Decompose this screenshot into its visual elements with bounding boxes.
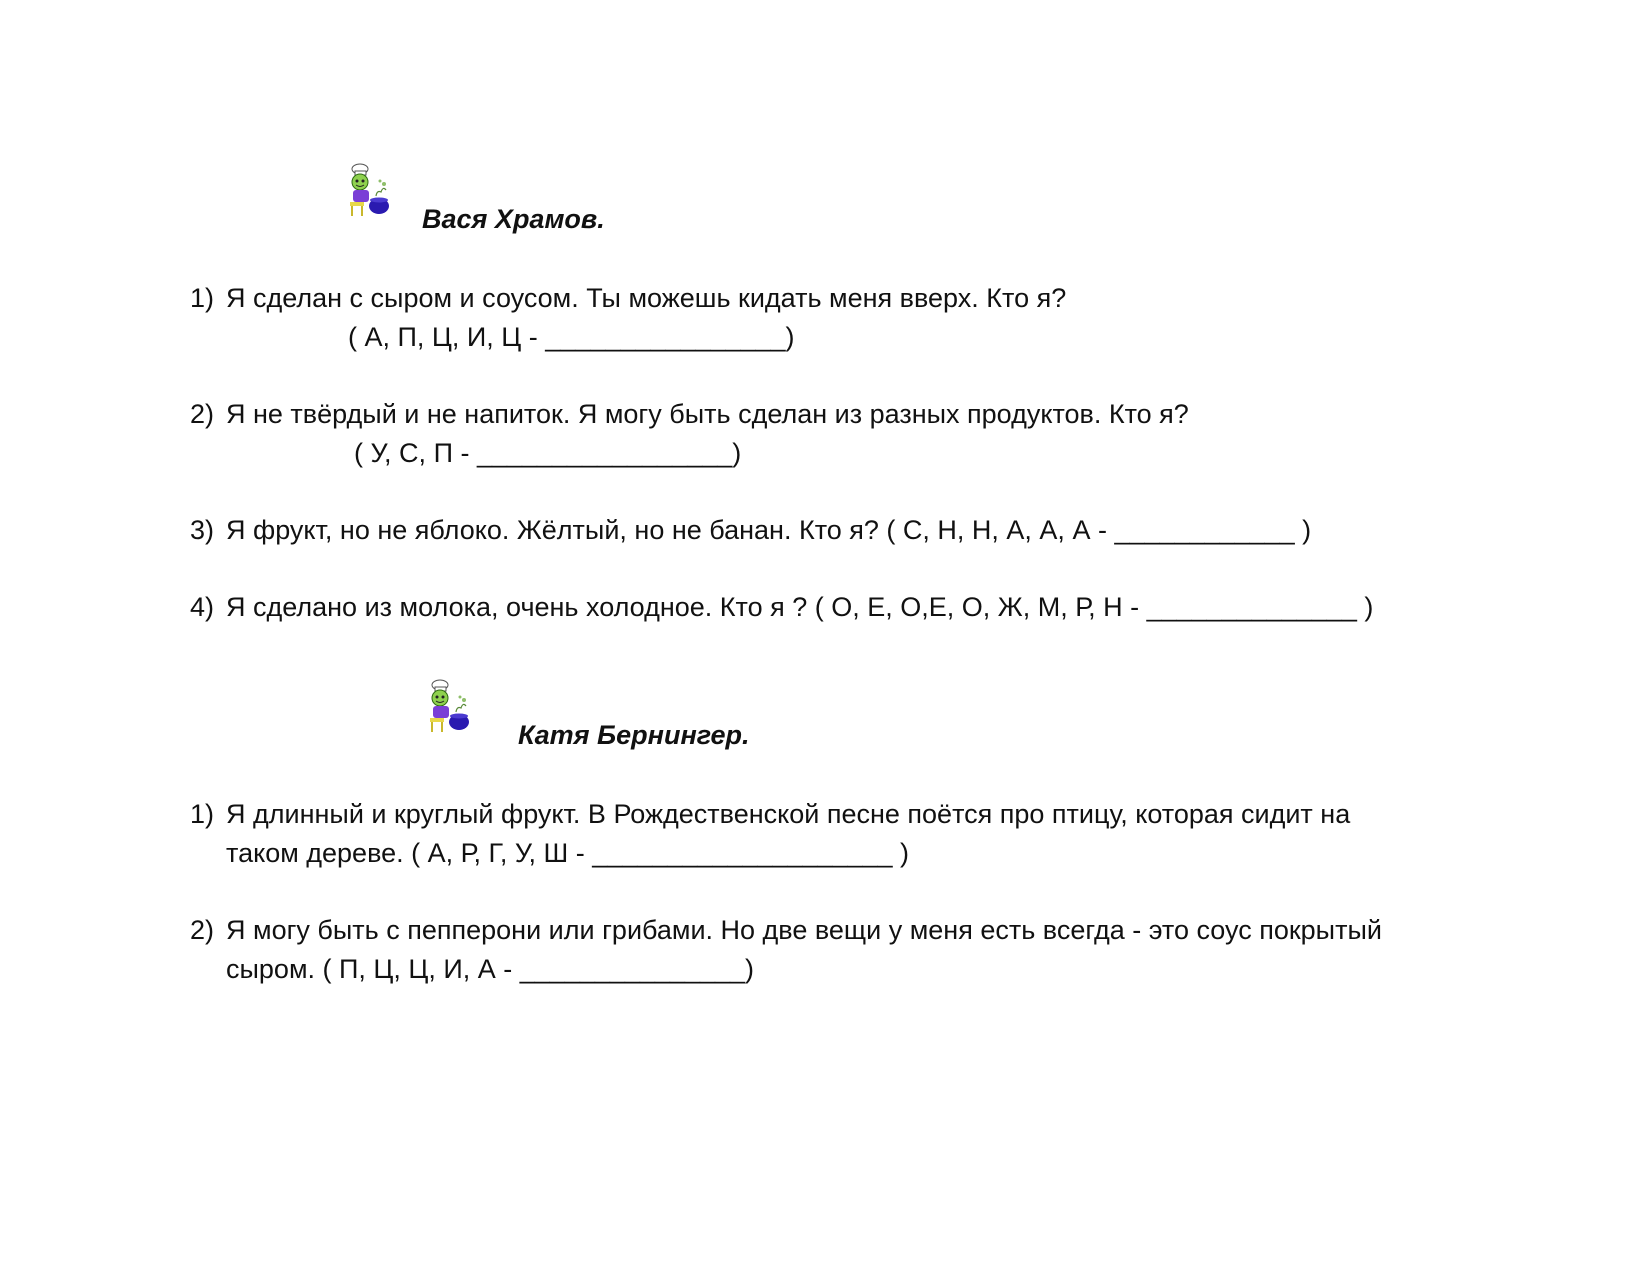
riddle-text: Я длинный и круглый фрукт. В Рождественской песне поётся про птицу, которая сидит на: [226, 799, 1351, 829]
riddle-item: [190, 588, 1373, 627]
riddle-number: 2): [190, 915, 215, 945]
riddle-number: 2): [190, 399, 215, 429]
section-author: Катя Бернингер.: [518, 720, 750, 750]
riddle-hint: ( У, С, П - _________________): [354, 438, 742, 468]
riddle-text: Я фрукт, но не яблоко. Жёлтый, но не банан. Кто я? ( С, Н, Н, А, А, А - ____________ ): [226, 515, 1312, 545]
riddle-hint: ( А, П, Ц, И, Ц - ________________): [348, 322, 795, 352]
section-author: Вася Храмов.: [422, 204, 605, 234]
riddle-item: [190, 911, 1382, 989]
riddle-number: 3): [190, 515, 215, 545]
riddle-number: 1): [190, 799, 215, 829]
chef-cooking-icon: [426, 678, 472, 740]
riddle-item: [190, 511, 1311, 550]
riddle-text: Я сделан с сыром и соусом. Ты можешь кидать меня вверх. Кто я?: [226, 283, 1067, 313]
riddle-item: [190, 395, 1189, 473]
riddle-item: [190, 279, 1066, 357]
riddle-item: [190, 795, 1350, 873]
riddle-text-continued: сыром. ( П, Ц, Ц, И, А - _______________): [226, 954, 755, 984]
riddle-text: Я могу быть с пепперони или грибами. Но две вещи у меня есть всегда - это соус покрытый: [226, 915, 1382, 945]
riddle-number: 4): [190, 592, 215, 622]
riddle-number: 1): [190, 283, 215, 313]
chef-cooking-icon: [346, 162, 392, 224]
riddle-text-continued: таком дереве. ( А, Р, Г, У, Ш - ____________________ ): [226, 838, 910, 868]
riddle-text: Я не твёрдый и не напиток. Я могу быть сделан из разных продуктов. Кто я?: [226, 399, 1189, 429]
riddle-text: Я сделано из молока, очень холодное. Кто я ? ( О, Е, О,Е, О, Ж, М, Р, Н - ______________ ): [226, 592, 1374, 622]
